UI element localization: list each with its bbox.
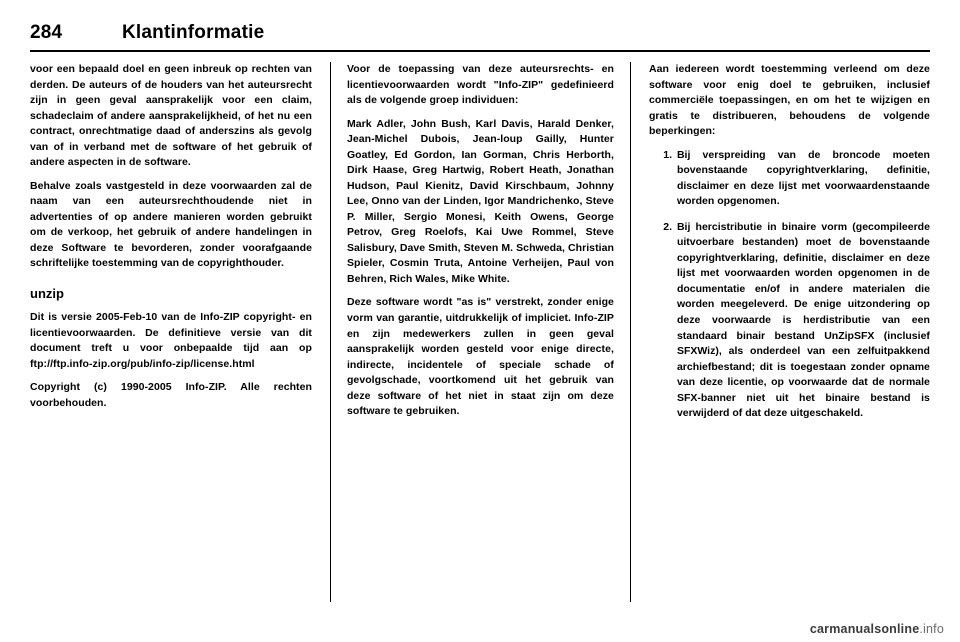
column-1 bbox=[30, 62, 330, 602]
paragraph: voor een bepaald doel en geen inbreuk op rechten van derden. De auteurs of de houders van het auteursrecht zijn in geen geval aansprakelijk voor een claim, schadeclaim of andere aansprakelijkheid, of het nu een contract, onrechtmatige daad of anderszins als gevolg van of in verband met de software of het gebruik of andere aspecten in de software. bbox=[30, 63, 312, 169]
page-header bbox=[30, 22, 930, 50]
watermark bbox=[810, 622, 944, 636]
paragraph: Behalve zoals vastgesteld in deze voorwaarden zal de naam van een auteursrechthoudende niet in advertenties of op andere manieren worden gebruikt om de verkoop, het gebruik of andere handelingen in deze Software te bevorderen, zonder voorafgaande schriftelijke toestemming van de copyrighthouder. bbox=[30, 179, 312, 270]
chapter-title: Klantinformatie bbox=[122, 22, 265, 43]
paragraph: Aan iedereen wordt toestemming verleend om deze software voor enig doel te gebruiken, inclusief commerciële toepassingen, en om het te wijzigen en gratis te distribueren, behoudens de volgende beperkingen: bbox=[648, 63, 930, 138]
paragraph: Voor de toepassing van deze auteursrechts- en licentievoorwaarden wordt "Info-ZIP" gedefinieerd als de volgende groep individuen: bbox=[346, 63, 614, 107]
column-3 bbox=[630, 62, 930, 602]
contributor-list: Mark Adler, John Bush, Karl Davis, Harald Denker, Jean-Michel Dubois, Jean-loup Gailly, Hunter Goatley, Ed Gordon, Ian Gorman, Chris Herborth, Dirk Haase, Greg Hartwig, Robert Heath, Jonathan Hudson, Paul Kienitz, David Kirschbaum, Johnny Lee, Onno van der Linden, Igor Mandrichenko, Steve P. Miller, Sergio Monesi, Keith Owens, George Petrov, Greg Roelofs, Kai Uwe Rommel, Steve Salisbury, Dave Smith, Steven M. Schweda, Christian Spieler, Cosmin Truta, Antoine Verheijen, Paul von Behren, Rich Wales, Mike White. bbox=[346, 117, 614, 285]
paragraph: Dit is versie 2005-Feb-10 van de Info-ZIP copyright- en licentievoorwaarden. De definitieve versie van dit document treft u voor onbepaalde tijd aan op ftp://ftp.info-zip.org/pub/info-zip/license.html bbox=[30, 311, 312, 370]
list-item: 1. Bij verspreiding van de broncode moeten bovenstaande copyrightverklaring, definitie, disclaimer en deze lijst met voorwaardenstaande worden opgenomen. bbox=[675, 148, 930, 210]
columns-container bbox=[30, 62, 930, 602]
column-2 bbox=[330, 62, 630, 602]
section-heading-unzip: unzip bbox=[30, 285, 64, 301]
list-item: 2. Bij hercistributie in binaire vorm (gecompileerde uitvoerbare bestanden) moet de bovenstaande copyrightverklaring, definitie, disclaimer en deze lijst met voorwaarden worden opgenomen in de documentatie en/of in andere materialen die worden meegeleverd. De enige uitzondering op deze voorwaarde is herdistributie van een standaard binair bestand UnZipSFX (inclusief SFXWiz), als onderdeel van een zelfuitpakkend archiefbestand; dit is toegestaan zonder opname van deze licentie, op voorwaarde dat de normale SFX-banner niet uit het binaire bestand is verwijderd of dat deze uitgeschakeld. bbox=[675, 220, 930, 422]
watermark-suffix: .info bbox=[919, 622, 944, 636]
watermark-name: carmanualsonline bbox=[809, 622, 920, 636]
page-number: 284 bbox=[30, 22, 63, 43]
conditions-list bbox=[649, 148, 930, 422]
paragraph: Copyright (c) 1990-2005 Info-ZIP. Alle rechten voorbehouden. bbox=[30, 381, 312, 409]
header-rule bbox=[30, 50, 930, 52]
paragraph: Deze software wordt "as is" verstrekt, zonder enige vorm van garantie, uitdrukkelijk of impliciet. Info-ZIP en zijn medewerkers zullen in geen geval aansprakelijk worden gesteld voor enige directe, indirecte, incidentele of speciale schade of gevolgschade, voortkomend uit het gebruik van deze software of het niet in staat zijn om deze software te gebruiken. bbox=[346, 296, 614, 418]
